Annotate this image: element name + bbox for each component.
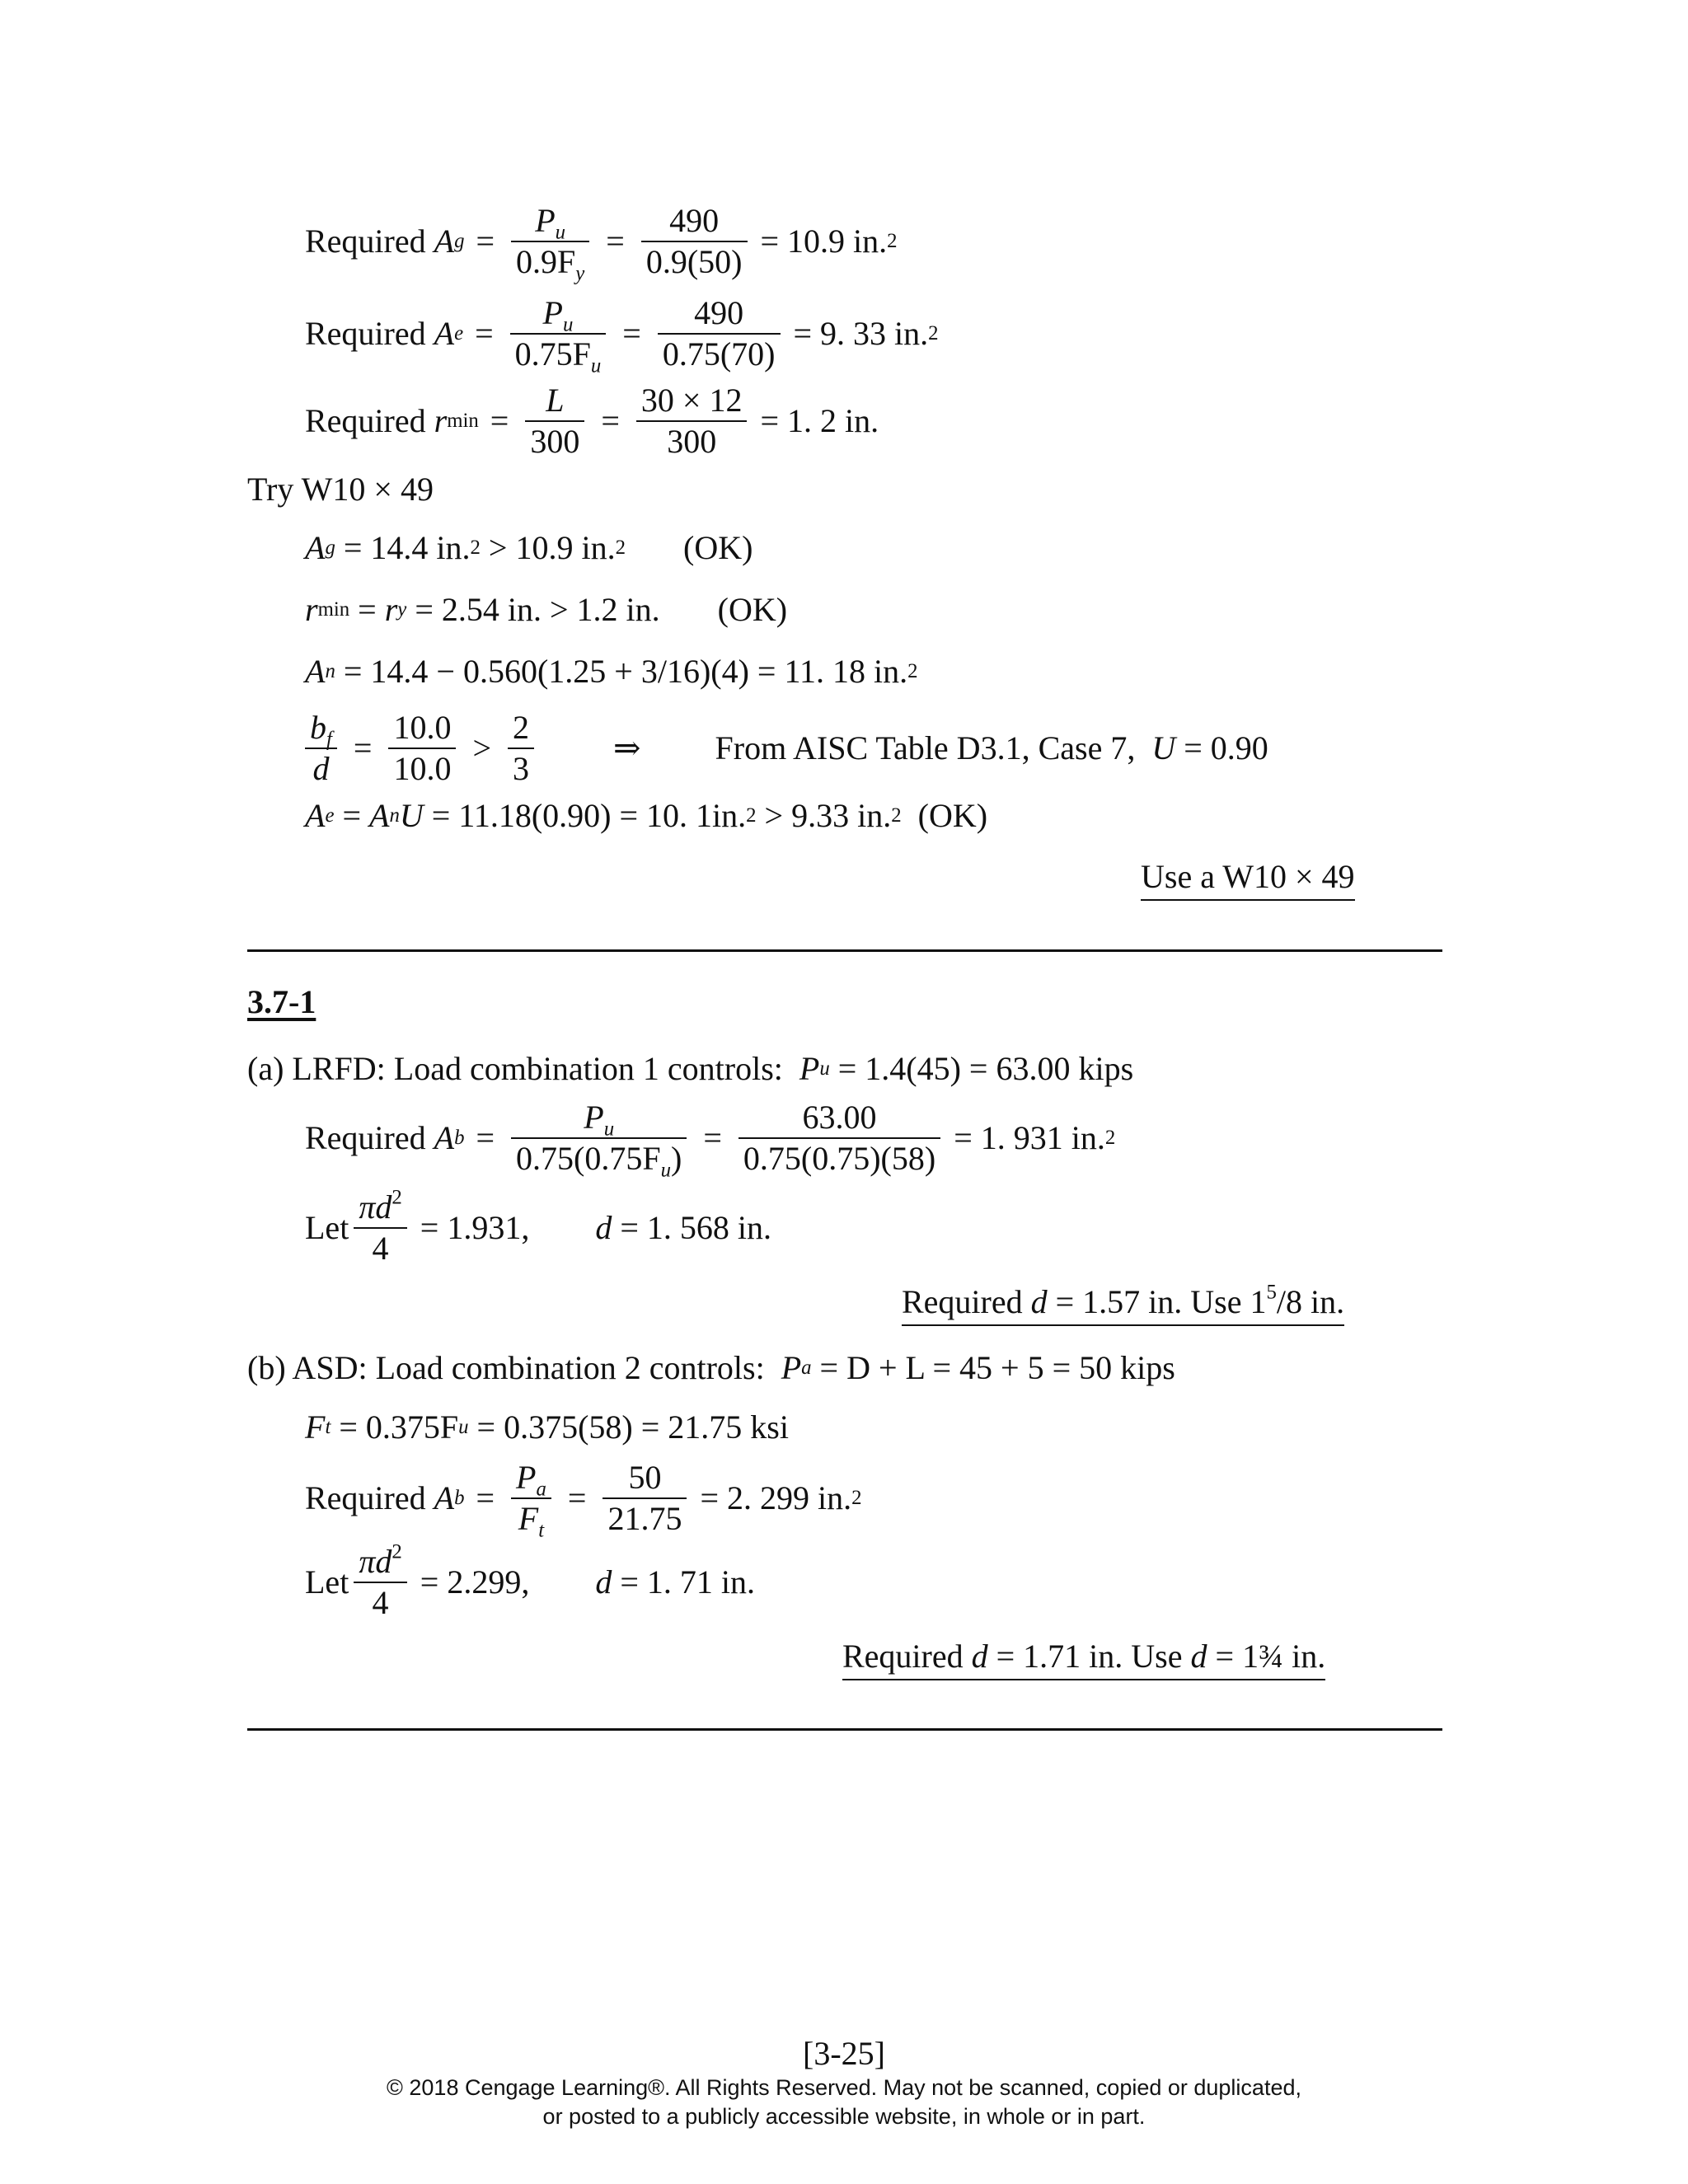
eq-let-lrfd: Let $\frac{\pi d^2}{4}$ = 1.931, d = 1. 568 in.	[305, 1186, 771, 1267]
fraction: $\frac{10.0}{10.0}$	[388, 710, 456, 786]
eq-required-ae: Required A e = $\frac{P_u}{0.75F_u}$ = $\frac{490}{0.75(70)}$ = 9. 33 in. 2	[305, 294, 939, 377]
required-d-asd-conclusion: Required d = 1.71 in. Use d = 1¾ in.	[842, 1637, 1325, 1680]
divider	[247, 1728, 1442, 1731]
fraction: $\frac{\pi d^2}{4}$	[354, 1190, 406, 1266]
page-number: [3-25]	[803, 2035, 885, 2072]
asd-title: (b) ASD: Load combination 2 controls: P a = D + L = 45 + 5 = 50 kips	[247, 1349, 1175, 1386]
use-w10-conclusion: Use a W10 × 49	[1141, 857, 1355, 901]
eq-required-rmin: Required r min = $\frac{L}{300}$ = $\frac{30 \times 12}{300}$ = 1. 2 in.	[305, 382, 879, 460]
fraction: $\frac{P_u}{0.75F_u}$	[510, 296, 607, 372]
eq-bf-ratio: $\frac{b_f}{d}$ = $\frac{10.0}{10.0}$ > $\frac{2}{3}$ ⇒ From AISC Table D3.1, Case 7, U = 0.90	[305, 707, 1268, 790]
section-heading: 3.7-1	[247, 983, 316, 1020]
eq-let-asd: Let $\frac{\pi d^2}{4}$ = 2.299, d = 1. 71 in.	[305, 1540, 755, 1621]
try-section-text: Try W10 × 49	[247, 471, 434, 508]
divider	[247, 949, 1442, 952]
eq-required-ag: Required A g = $\frac{P_u}{0.9F_y}$ = $\frac{490}{0.9(50)}$ = 10.9 in. 2	[305, 202, 898, 285]
fraction: $\frac{P_a}{F_t}$	[511, 1460, 551, 1536]
copyright-line-2: or posted to a publicly accessible website, in whole or in part.	[542, 2104, 1146, 2129]
fraction: $\frac{50}{21.75}$	[603, 1460, 687, 1536]
fraction: $\frac{63.00}{0.75(0.75)(58)}$	[738, 1100, 940, 1176]
fraction: $\frac{P_u}{0.75(0.75F_u)}$	[511, 1100, 687, 1176]
fraction: $\frac{30 \times 12}{300}$	[636, 383, 748, 459]
eq-ft: F t = 0.375F u = 0.375(58) = 21.75 ksi	[305, 1408, 789, 1446]
eq-required-ab-lrfd: Required A b = $\frac{P_u}{0.75(0.75F_u)}$ = $\frac{63.00}{0.75(0.75)(58)}$ = 1. 931 in. 2	[305, 1098, 1116, 1182]
lrfd-title: (a) LRFD: Load combination 1 controls: P u = 1.4(45) = 63.00 kips	[247, 1050, 1134, 1087]
fraction: $\frac{2}{3}$	[508, 710, 534, 786]
eq-rmin-check: r min = r y = 2.54 in. > 1.2 in. (OK)	[305, 591, 788, 628]
fraction: $\frac{b_f}{d}$	[305, 710, 337, 786]
eq-an: A n = 14.4 − 0.560(1.25 + 3/16)(4) = 11. 18 in. 2	[305, 653, 918, 690]
fraction: $\frac{\pi d^2}{4}$	[354, 1544, 406, 1620]
eq-ag-check: A g = 14.4 in. 2 > 10.9 in. 2 (OK)	[305, 529, 753, 566]
fraction: $\frac{P_u}{0.9F_y}$	[511, 204, 589, 279]
fraction: $\frac{490}{0.75(70)}$	[658, 296, 781, 372]
eq-ae: A e = A n U = 11.18(0.90) = 10. 1in. 2 > 9.33 in. 2 (OK)	[305, 797, 988, 834]
fraction: $\frac{490}{0.9(50)}$	[641, 204, 748, 279]
eq-required-ab-asd: Required A b = $\frac{P_a}{F_t}$ = $\frac{50}{21.75}$ = 2. 299 in. 2	[305, 1458, 862, 1542]
fraction: $\frac{L}{300}$	[525, 383, 584, 459]
implies-arrow: ⇒	[613, 729, 641, 766]
required-d-lrfd-conclusion: Required d = 1.57 in. Use $1^5/8$ in.	[902, 1282, 1344, 1326]
copyright-line-1: © 2018 Cengage Learning®. All Rights Reserved. May not be scanned, copied or duplicated,	[387, 2075, 1301, 2100]
